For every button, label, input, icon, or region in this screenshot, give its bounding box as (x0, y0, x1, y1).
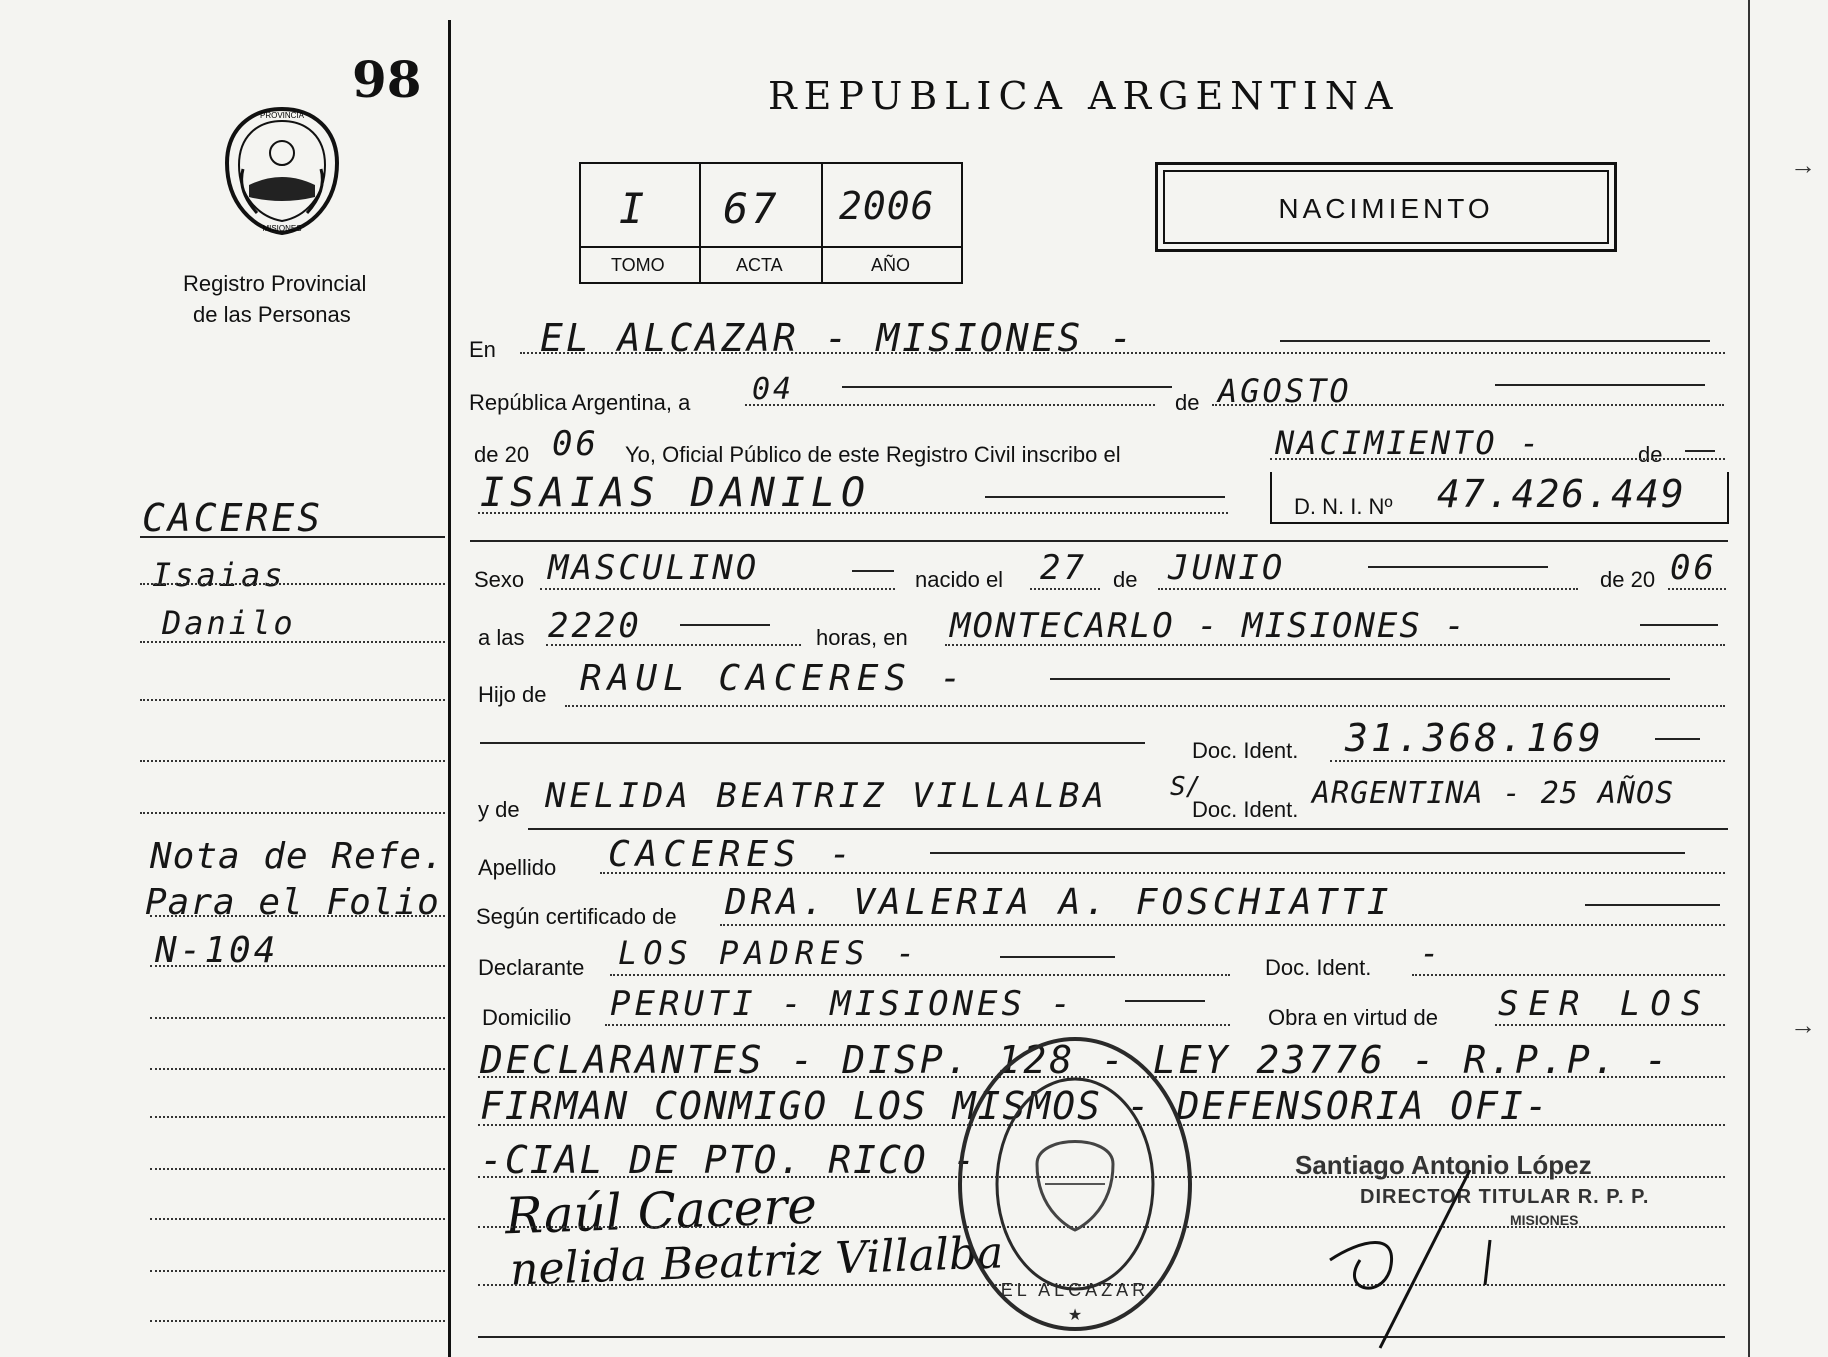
father-value: RAUL CACERES - (580, 658, 968, 699)
stamp-bottom-text: EL ALCAZAR (1000, 1280, 1150, 1300)
record-id-box (579, 162, 963, 284)
doc-ident-label-father: Doc. Ident. (1192, 738, 1299, 763)
sexo-value: MASCULINO (548, 548, 760, 588)
dni-value: 47.426.449 (1437, 472, 1686, 516)
observation-line2: FIRMAN CONMIGO LOS MISMOS - DEFENSORIA OFI- (480, 1084, 1550, 1128)
doc-ident-label-declarante: Doc. Ident. (1265, 955, 1372, 980)
birth-year-prefix: de 20 (1600, 567, 1656, 592)
en-label: En (469, 337, 496, 362)
certificado-value: DRA. VALERIA A. FOSCHIATTI (725, 882, 1393, 923)
mother-value: NELIDA BEATRIZ VILLALBA (545, 776, 1108, 816)
inscribo-text: Yo, Oficial Público de este Registro Civil inscribo el (625, 442, 1121, 467)
registry-name-line2: de las Personas (193, 302, 351, 327)
birthplace-value: MONTECARLO - MISIONES - (950, 606, 1467, 646)
officer-province: MISIONES (1510, 1212, 1579, 1228)
sexo-label: Sexo (474, 567, 525, 592)
de-label3: de (1113, 567, 1138, 592)
de-label2: de (1638, 442, 1663, 467)
person-name-value: ISAIAS DANILO (480, 470, 872, 516)
page-number: 98 (352, 50, 422, 109)
horas-label: horas, en (816, 625, 908, 650)
de-label: de (1175, 390, 1200, 415)
signature-mother: nelida Beatriz Villalba (509, 1227, 1005, 1296)
nacido-label: nacido el (915, 567, 1004, 592)
ano-label: AÑO (871, 255, 911, 275)
document-type-label: NACIMIENTO (1278, 193, 1494, 224)
declarante-value: LOS PADRES - (618, 934, 922, 972)
province-seal (223, 105, 341, 237)
officer-signature (1320, 1150, 1530, 1350)
declarante-doc-value: - (1420, 934, 1443, 972)
tomo-label: TOMO (611, 255, 665, 275)
ano-value: 2006 (839, 184, 935, 228)
officer-title: DIRECTOR TITULAR R. P. P. (1360, 1186, 1650, 1208)
official-stamp (955, 1034, 1195, 1334)
yde-label: y de (478, 797, 520, 822)
seal-bottom-text: MISIONES (262, 224, 302, 233)
birth-month: JUNIO (1168, 548, 1286, 588)
margin-arrow-icon-2: → (1790, 1010, 1816, 1040)
declarante-label: Declarante (478, 955, 585, 980)
mother-doc-prefix: S/ (1170, 772, 1202, 802)
year-value: 06 (552, 424, 599, 464)
tomo-value: I (619, 184, 648, 233)
mother-doc-value: ARGENTINA - 25 AÑOS (1312, 776, 1675, 811)
en-value: EL ALCAZAR - MISIONES - (540, 316, 1136, 360)
month-value: AGOSTO (1218, 372, 1352, 410)
margin-second-name: Danilo (162, 604, 296, 642)
acta-label: ACTA (736, 255, 783, 275)
observation-line3: -CIAL DE PTO. RICO - (480, 1138, 978, 1182)
dni-label: D. N. I. Nº (1294, 494, 1393, 519)
country-title: REPUBLICA ARGENTINA (768, 74, 1400, 118)
domicilio-value: PERUTI - MISIONES - (610, 984, 1075, 1024)
inscribo-value: NACIMIENTO - (1275, 424, 1543, 462)
document-type-box (1155, 162, 1617, 252)
domicilio-label: Domicilio (482, 1005, 572, 1030)
hijo-label: Hijo de (478, 682, 547, 707)
dni-box (1270, 472, 1729, 524)
birth-day: 27 (1040, 548, 1087, 588)
obra-value: SER LOS (1498, 984, 1712, 1024)
officer-name: Santiago Antonio López (1295, 1150, 1592, 1180)
apellido-label: Apellido (478, 855, 557, 880)
father-doc-value: 31.368.169 (1345, 716, 1604, 760)
margin-arrow-icon: → (1790, 150, 1816, 180)
margin-reference-line1: Nota de Refe. (150, 836, 445, 877)
certificado-label: Según certificado de (476, 904, 677, 929)
stamp-seal-icon (955, 1034, 1195, 1334)
observation-line1: DECLARANTES - DISP. 128 - LEY 23776 - R.P.P. - (480, 1038, 1671, 1082)
margin-reference-line2: Para el Folio (145, 882, 440, 923)
day-value: 04 (752, 372, 795, 407)
margin-reference-line3: N-104 (155, 930, 279, 971)
registry-name-line1: Registro Provincial (183, 271, 367, 296)
year-prefix: de 20 (474, 442, 530, 467)
acta-value: 67 (723, 184, 780, 233)
hour-value: 2220 (548, 606, 642, 646)
alas-label: a las (478, 625, 525, 650)
obra-label: Obra en virtud de (1268, 1005, 1438, 1030)
republica-label: República Argentina, a (469, 390, 691, 415)
birth-year: 06 (1670, 548, 1717, 588)
signature-father: Raúl Cacere (504, 1176, 818, 1246)
svg-text:★: ★ (1067, 1307, 1083, 1324)
column-divider (448, 20, 451, 1357)
seal-emblem-icon (223, 105, 341, 237)
seal-top-text: PROVINCIA (259, 111, 305, 120)
apellido-value: CACERES - (608, 834, 858, 875)
doc-ident-label-mother: Doc. Ident. (1192, 797, 1299, 822)
margin-first-name: Isaias (152, 556, 286, 594)
margin-surname: CACERES (142, 496, 324, 540)
